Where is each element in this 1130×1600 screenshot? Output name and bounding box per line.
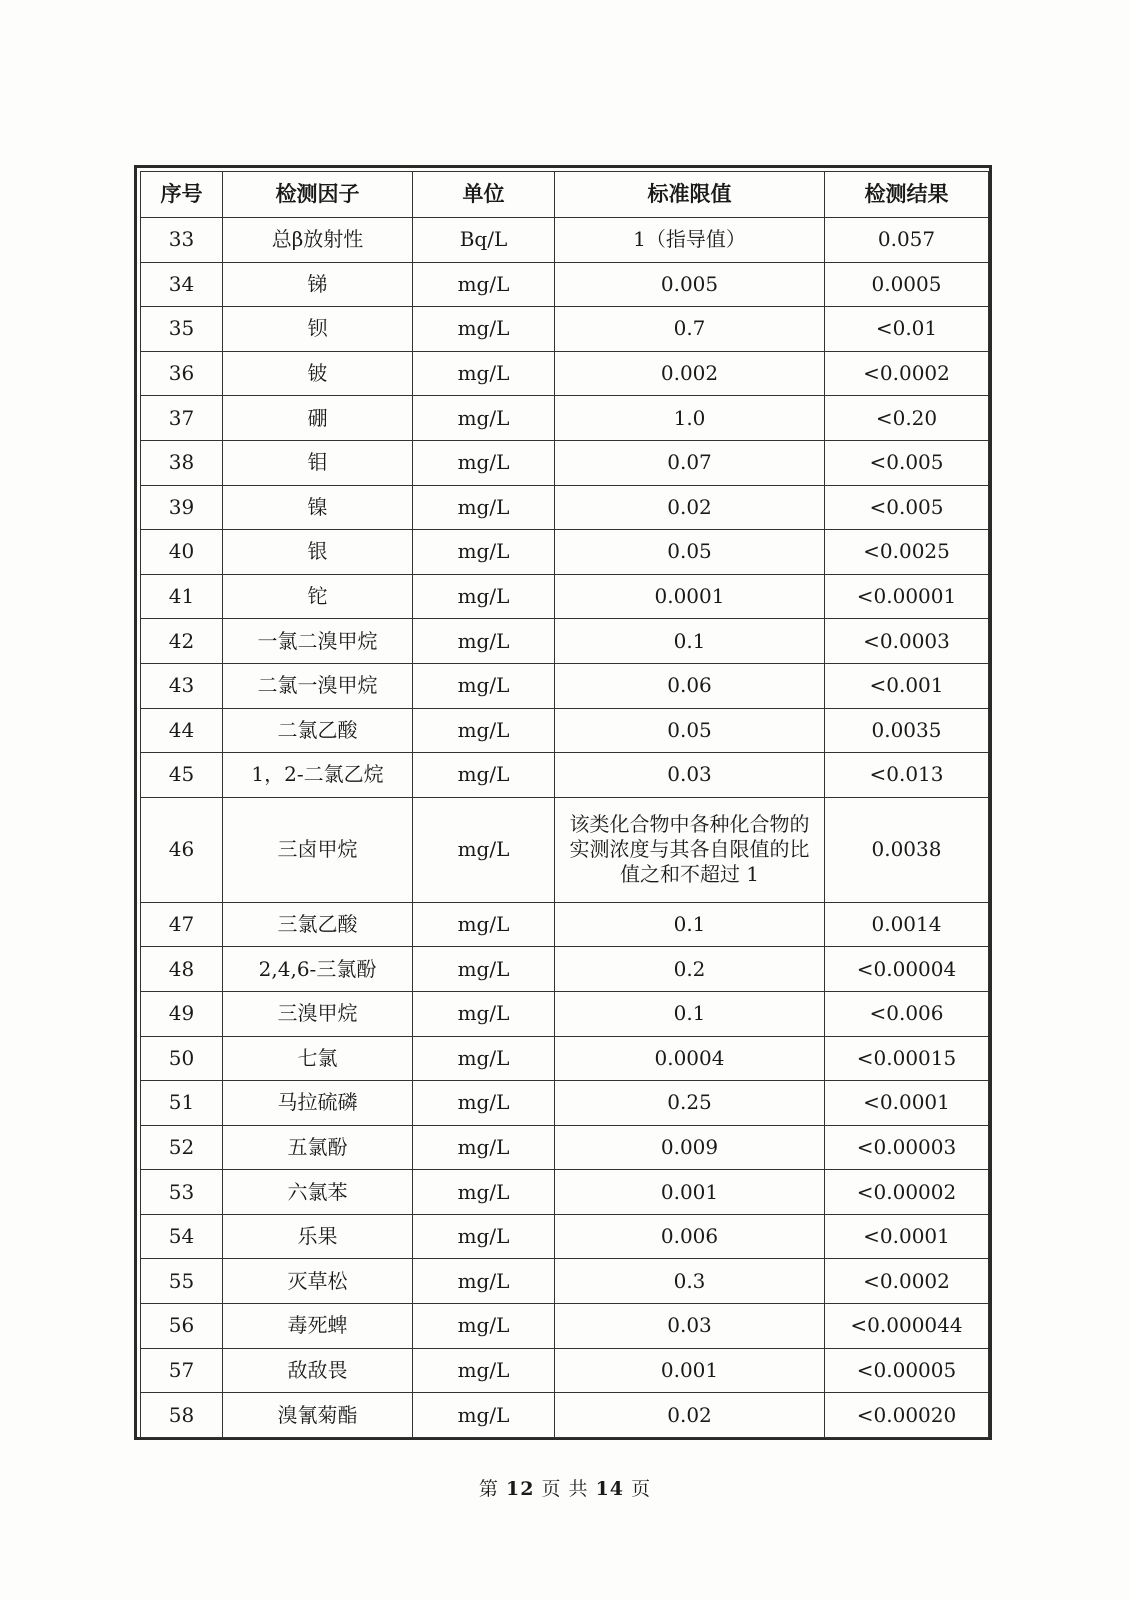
cell-serial-number: 46: [141, 797, 223, 902]
header-test-result: 检测结果: [825, 172, 989, 218]
table-body: [141, 218, 989, 1438]
cell-test-result: <0.013: [825, 753, 989, 798]
results-table-frame: [134, 165, 992, 1440]
cell-test-result: <0.0001: [825, 1081, 989, 1126]
cell-test-item: 灭草松: [223, 1259, 413, 1304]
table-row: [141, 1036, 989, 1081]
page-footer: [0, 1474, 1130, 1501]
table-row: [141, 485, 989, 530]
cell-standard-limit: 0.0001: [555, 574, 825, 619]
cell-test-result: <0.00002: [825, 1170, 989, 1215]
cell-standard-limit: 0.1: [555, 902, 825, 947]
cell-serial-number: 37: [141, 396, 223, 441]
cell-serial-number: 38: [141, 440, 223, 485]
cell-unit: mg/L: [413, 485, 555, 530]
header-standard-limit: 标准限值: [555, 172, 825, 218]
cell-serial-number: 49: [141, 991, 223, 1036]
cell-test-item: 1，2-二氯乙烷: [223, 753, 413, 798]
cell-test-result: <0.00020: [825, 1393, 989, 1438]
cell-serial-number: 54: [141, 1214, 223, 1259]
table-row: [141, 1170, 989, 1215]
cell-standard-limit: 0.0004: [555, 1036, 825, 1081]
cell-test-result: 0.0005: [825, 262, 989, 307]
table-row: [141, 902, 989, 947]
cell-unit: mg/L: [413, 619, 555, 664]
cell-serial-number: 55: [141, 1259, 223, 1304]
cell-standard-limit: 0.006: [555, 1214, 825, 1259]
cell-test-item: 马拉硫磷: [223, 1081, 413, 1126]
cell-standard-limit: 0.002: [555, 351, 825, 396]
cell-test-item: 溴氰菊酯: [223, 1393, 413, 1438]
table-row: [141, 947, 989, 992]
cell-test-item: 一氯二溴甲烷: [223, 619, 413, 664]
cell-serial-number: 35: [141, 307, 223, 352]
table-row: [141, 663, 989, 708]
table-row: [141, 530, 989, 575]
table-row: [141, 1348, 989, 1393]
cell-unit: mg/L: [413, 902, 555, 947]
cell-unit: mg/L: [413, 440, 555, 485]
cell-test-result: <0.01: [825, 307, 989, 352]
table-row: [141, 351, 989, 396]
table-row: [141, 619, 989, 664]
cell-standard-limit: 0.05: [555, 530, 825, 575]
table-row: [141, 262, 989, 307]
cell-test-item: 锑: [223, 262, 413, 307]
table-row: [141, 1304, 989, 1349]
cell-standard-limit: 0.009: [555, 1125, 825, 1170]
cell-test-result: <0.005: [825, 440, 989, 485]
cell-serial-number: 56: [141, 1304, 223, 1349]
cell-unit: mg/L: [413, 1214, 555, 1259]
cell-test-item: 硼: [223, 396, 413, 441]
cell-test-result: <0.0025: [825, 530, 989, 575]
cell-unit: mg/L: [413, 1259, 555, 1304]
cell-test-item: 2,4,6-三氯酚: [223, 947, 413, 992]
cell-standard-limit: 0.001: [555, 1348, 825, 1393]
cell-standard-limit: 0.005: [555, 262, 825, 307]
cell-unit: mg/L: [413, 1081, 555, 1126]
cell-serial-number: 53: [141, 1170, 223, 1215]
cell-unit: mg/L: [413, 1036, 555, 1081]
footer-text-prefix: 第: [478, 1478, 499, 1500]
cell-serial-number: 42: [141, 619, 223, 664]
cell-test-result: 0.057: [825, 218, 989, 263]
cell-standard-limit: 0.1: [555, 619, 825, 664]
cell-test-item: 钡: [223, 307, 413, 352]
table-row: [141, 1393, 989, 1438]
table-row: [141, 1214, 989, 1259]
cell-standard-limit: 1.0: [555, 396, 825, 441]
cell-serial-number: 57: [141, 1348, 223, 1393]
cell-standard-limit: 0.25: [555, 1081, 825, 1126]
cell-serial-number: 36: [141, 351, 223, 396]
table-row: [141, 440, 989, 485]
cell-unit: mg/L: [413, 351, 555, 396]
cell-standard-limit: 0.1: [555, 991, 825, 1036]
cell-serial-number: 45: [141, 753, 223, 798]
table-row: [141, 396, 989, 441]
cell-standard-limit: 该类化合物中各种化合物的实测浓度与其各自限值的比值之和不超过 1: [555, 797, 825, 902]
cell-test-item: 二氯乙酸: [223, 708, 413, 753]
cell-standard-limit: 0.3: [555, 1259, 825, 1304]
cell-standard-limit: 0.02: [555, 485, 825, 530]
cell-test-result: 0.0035: [825, 708, 989, 753]
cell-serial-number: 50: [141, 1036, 223, 1081]
cell-serial-number: 58: [141, 1393, 223, 1438]
cell-test-item: 三卤甲烷: [223, 797, 413, 902]
cell-standard-limit: 0.07: [555, 440, 825, 485]
cell-test-item: 毒死蜱: [223, 1304, 413, 1349]
cell-test-item: 三氯乙酸: [223, 902, 413, 947]
cell-unit: mg/L: [413, 530, 555, 575]
cell-standard-limit: 0.02: [555, 1393, 825, 1438]
cell-test-item: 六氯苯: [223, 1170, 413, 1215]
cell-test-result: <0.0002: [825, 1259, 989, 1304]
cell-test-result: <0.005: [825, 485, 989, 530]
table-row: [141, 708, 989, 753]
cell-test-result: <0.001: [825, 663, 989, 708]
cell-unit: mg/L: [413, 262, 555, 307]
cell-test-result: <0.006: [825, 991, 989, 1036]
results-table: [140, 171, 989, 1438]
cell-test-item: 二氯一溴甲烷: [223, 663, 413, 708]
table-row: [141, 307, 989, 352]
cell-standard-limit: 0.05: [555, 708, 825, 753]
cell-unit: mg/L: [413, 991, 555, 1036]
table-row: [141, 1081, 989, 1126]
footer-current-page: 12: [505, 1478, 535, 1500]
cell-test-item: 三溴甲烷: [223, 991, 413, 1036]
cell-serial-number: 44: [141, 708, 223, 753]
footer-text-middle: 页 共: [541, 1478, 589, 1500]
cell-serial-number: 33: [141, 218, 223, 263]
cell-standard-limit: 1（指导值）: [555, 218, 825, 263]
table-row: [141, 1125, 989, 1170]
cell-unit: mg/L: [413, 1125, 555, 1170]
table-header-row: [141, 172, 989, 218]
cell-standard-limit: 0.001: [555, 1170, 825, 1215]
cell-test-item: 总β放射性: [223, 218, 413, 263]
cell-unit: mg/L: [413, 396, 555, 441]
cell-serial-number: 47: [141, 902, 223, 947]
cell-test-item: 银: [223, 530, 413, 575]
cell-unit: mg/L: [413, 663, 555, 708]
cell-test-result: 0.0014: [825, 902, 989, 947]
cell-test-result: <0.00001: [825, 574, 989, 619]
header-test-item: 检测因子: [223, 172, 413, 218]
footer-text-suffix: 页: [631, 1478, 652, 1500]
cell-test-item: 铊: [223, 574, 413, 619]
cell-unit: mg/L: [413, 753, 555, 798]
cell-unit: mg/L: [413, 1170, 555, 1215]
cell-serial-number: 41: [141, 574, 223, 619]
cell-test-result: 0.0038: [825, 797, 989, 902]
cell-test-item: 七氯: [223, 1036, 413, 1081]
table-row: [141, 574, 989, 619]
cell-unit: mg/L: [413, 1348, 555, 1393]
table-row: [141, 753, 989, 798]
cell-serial-number: 43: [141, 663, 223, 708]
cell-standard-limit: 0.03: [555, 753, 825, 798]
cell-serial-number: 40: [141, 530, 223, 575]
cell-standard-limit: 0.7: [555, 307, 825, 352]
cell-test-result: <0.00005: [825, 1348, 989, 1393]
cell-test-result: <0.00015: [825, 1036, 989, 1081]
cell-test-result: <0.00004: [825, 947, 989, 992]
cell-test-item: 铍: [223, 351, 413, 396]
cell-test-result: <0.000044: [825, 1304, 989, 1349]
cell-standard-limit: 0.2: [555, 947, 825, 992]
cell-test-result: <0.20: [825, 396, 989, 441]
table-row: [141, 218, 989, 263]
cell-unit: Bq/L: [413, 218, 555, 263]
cell-test-result: <0.0001: [825, 1214, 989, 1259]
cell-unit: mg/L: [413, 947, 555, 992]
header-serial-number: 序号: [141, 172, 223, 218]
cell-serial-number: 52: [141, 1125, 223, 1170]
cell-unit: mg/L: [413, 708, 555, 753]
table-row: [141, 1259, 989, 1304]
cell-unit: mg/L: [413, 1304, 555, 1349]
cell-standard-limit: 0.06: [555, 663, 825, 708]
header-unit: 单位: [413, 172, 555, 218]
table-row: [141, 991, 989, 1036]
cell-test-item: 镍: [223, 485, 413, 530]
cell-unit: mg/L: [413, 307, 555, 352]
cell-test-result: <0.0002: [825, 351, 989, 396]
cell-serial-number: 39: [141, 485, 223, 530]
cell-standard-limit: 0.03: [555, 1304, 825, 1349]
cell-test-item: 钼: [223, 440, 413, 485]
cell-unit: mg/L: [413, 797, 555, 902]
cell-test-result: <0.00003: [825, 1125, 989, 1170]
footer-total-pages: 14: [595, 1478, 625, 1500]
cell-serial-number: 34: [141, 262, 223, 307]
cell-test-result: <0.0003: [825, 619, 989, 664]
cell-test-item: 敌敌畏: [223, 1348, 413, 1393]
cell-unit: mg/L: [413, 1393, 555, 1438]
cell-test-item: 五氯酚: [223, 1125, 413, 1170]
cell-test-item: 乐果: [223, 1214, 413, 1259]
cell-serial-number: 51: [141, 1081, 223, 1126]
cell-serial-number: 48: [141, 947, 223, 992]
table-row: [141, 797, 989, 902]
cell-unit: mg/L: [413, 574, 555, 619]
